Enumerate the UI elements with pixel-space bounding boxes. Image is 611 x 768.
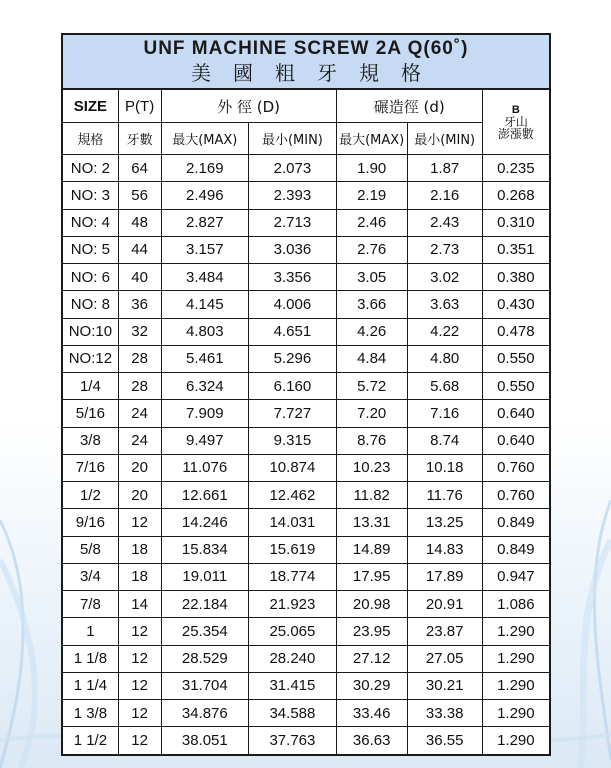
cell-outer-max: 15.834: [161, 536, 249, 563]
cell-rolling-max: 13.31: [336, 509, 407, 536]
cell-outer-max: 31.704: [161, 672, 249, 699]
cell-outer-max: 9.497: [161, 427, 249, 454]
cell-size: 3/4: [63, 563, 118, 590]
table-row: [63, 427, 549, 454]
cell-outer-max: 28.529: [161, 645, 249, 672]
cell-size: 1 3/8: [63, 700, 118, 727]
header-rolling-diameter: 碾造徑 (d): [336, 90, 482, 123]
cell-rolling-min: 33.38: [407, 700, 482, 727]
cell-pitch: 24: [118, 400, 161, 427]
cell-outer-max: 3.484: [161, 264, 249, 291]
cell-b-expansion: 0.760: [482, 454, 549, 481]
header-b-label: B: [511, 104, 520, 116]
cell-rolling-min: 11.76: [407, 482, 482, 509]
cell-pitch: 12: [118, 672, 161, 699]
cell-outer-min: 34.588: [249, 700, 337, 727]
cell-size: 5/16: [63, 400, 118, 427]
header-spec: 規格: [63, 123, 118, 155]
cell-size: 5/8: [63, 536, 118, 563]
table-row: [63, 563, 549, 590]
cell-size: 9/16: [63, 509, 118, 536]
cell-size: NO: 8: [63, 291, 118, 318]
cell-outer-max: 19.011: [161, 563, 249, 590]
cell-outer-min: 7.727: [249, 400, 337, 427]
cell-rolling-min: 8.74: [407, 427, 482, 454]
cell-pitch: 64: [118, 155, 161, 182]
cell-pitch: 20: [118, 482, 161, 509]
cell-rolling-max: 4.84: [336, 345, 407, 372]
cell-rolling-min: 14.83: [407, 536, 482, 563]
cell-b-expansion: 1.086: [482, 591, 549, 618]
table-row: [63, 236, 549, 263]
cell-rolling-max: 27.12: [336, 645, 407, 672]
cell-b-expansion: 1.290: [482, 672, 549, 699]
header-outer-max: 最大(MAX): [161, 123, 249, 155]
cell-rolling-min: 3.02: [407, 264, 482, 291]
header-teeth: 牙數: [118, 123, 161, 155]
table-row: [63, 182, 549, 209]
table-row: [63, 536, 549, 563]
cell-outer-min: 37.763: [249, 727, 337, 754]
cell-pitch: 14: [118, 591, 161, 618]
table-row: [63, 373, 549, 400]
cell-pitch: 24: [118, 427, 161, 454]
title-chinese: 美國粗牙規格: [191, 61, 443, 85]
table-row: [63, 264, 549, 291]
cell-outer-min: 10.874: [249, 454, 337, 481]
table-row: [63, 591, 549, 618]
cell-pitch: 12: [118, 700, 161, 727]
cell-outer-max: 22.184: [161, 591, 249, 618]
cell-pitch: 44: [118, 236, 161, 263]
header-row-1: [63, 90, 549, 123]
cell-pitch: 12: [118, 509, 161, 536]
table-row: [63, 454, 549, 481]
table-row: [63, 318, 549, 345]
header-pitch: P(T): [118, 90, 161, 123]
cell-rolling-max: 20.98: [336, 591, 407, 618]
cell-pitch: 32: [118, 318, 161, 345]
cell-outer-min: 6.160: [249, 373, 337, 400]
cell-size: 1 1/2: [63, 727, 118, 754]
title-block: [63, 35, 549, 90]
cell-outer-max: 7.909: [161, 400, 249, 427]
cell-b-expansion: 0.760: [482, 482, 549, 509]
cell-size: NO: 2: [63, 155, 118, 182]
table-row: [63, 400, 549, 427]
cell-b-expansion: 0.640: [482, 427, 549, 454]
cell-outer-min: 3.036: [249, 236, 337, 263]
header-b: [482, 90, 549, 155]
header-rolling-min: 最小(MIN): [407, 123, 482, 155]
cell-rolling-min: 20.91: [407, 591, 482, 618]
cell-pitch: 20: [118, 454, 161, 481]
header-outer-min: 最小(MIN): [249, 123, 337, 155]
cell-outer-min: 31.415: [249, 672, 337, 699]
cell-outer-max: 14.246: [161, 509, 249, 536]
cell-size: 3/8: [63, 427, 118, 454]
cell-rolling-min: 17.89: [407, 563, 482, 590]
spec-sheet: [61, 33, 551, 756]
cell-rolling-max: 10.23: [336, 454, 407, 481]
cell-rolling-max: 2.46: [336, 209, 407, 236]
header-row-2: [63, 123, 549, 155]
cell-rolling-min: 30.21: [407, 672, 482, 699]
cell-pitch: 48: [118, 209, 161, 236]
unf-spec-table: [63, 90, 549, 754]
cell-outer-min: 25.065: [249, 618, 337, 645]
cell-rolling-min: 36.55: [407, 727, 482, 754]
cell-pitch: 28: [118, 345, 161, 372]
cell-b-expansion: 1.290: [482, 645, 549, 672]
table-row: [63, 645, 549, 672]
cell-rolling-min: 23.87: [407, 618, 482, 645]
cell-rolling-max: 30.29: [336, 672, 407, 699]
cell-outer-min: 18.774: [249, 563, 337, 590]
cell-size: 7/16: [63, 454, 118, 481]
cell-b-expansion: 0.550: [482, 373, 549, 400]
cell-b-expansion: 0.380: [482, 264, 549, 291]
cell-outer-min: 2.073: [249, 155, 337, 182]
cell-size: NO: 5: [63, 236, 118, 263]
table-row: [63, 618, 549, 645]
cell-rolling-max: 4.26: [336, 318, 407, 345]
cell-b-expansion: 1.290: [482, 700, 549, 727]
table-row: [63, 291, 549, 318]
table-row: [63, 155, 549, 182]
cell-pitch: 36: [118, 291, 161, 318]
cell-pitch: 56: [118, 182, 161, 209]
cell-outer-max: 12.661: [161, 482, 249, 509]
cell-outer-min: 5.296: [249, 345, 337, 372]
cell-rolling-max: 11.82: [336, 482, 407, 509]
cell-rolling-min: 2.73: [407, 236, 482, 263]
table-row: [63, 509, 549, 536]
cell-size: 1 1/4: [63, 672, 118, 699]
cell-b-expansion: 1.290: [482, 727, 549, 754]
cell-rolling-max: 14.89: [336, 536, 407, 563]
cell-rolling-min: 4.80: [407, 345, 482, 372]
header-size: SIZE: [63, 90, 118, 123]
cell-rolling-max: 17.95: [336, 563, 407, 590]
cell-b-expansion: 0.268: [482, 182, 549, 209]
cell-rolling-max: 2.19: [336, 182, 407, 209]
cell-outer-min: 9.315: [249, 427, 337, 454]
cell-size: 1: [63, 618, 118, 645]
cell-b-expansion: 0.310: [482, 209, 549, 236]
cell-b-expansion: 0.430: [482, 291, 549, 318]
cell-rolling-min: 7.16: [407, 400, 482, 427]
cell-outer-min: 3.356: [249, 264, 337, 291]
cell-size: 1/2: [63, 482, 118, 509]
cell-outer-max: 2.827: [161, 209, 249, 236]
cell-rolling-min: 27.05: [407, 645, 482, 672]
cell-pitch: 12: [118, 727, 161, 754]
cell-pitch: 28: [118, 373, 161, 400]
cell-b-expansion: 0.235: [482, 155, 549, 182]
table-row: [63, 345, 549, 372]
cell-rolling-max: 3.05: [336, 264, 407, 291]
cell-size: NO: 4: [63, 209, 118, 236]
table-row: [63, 209, 549, 236]
cell-b-expansion: 0.849: [482, 536, 549, 563]
cell-rolling-max: 36.63: [336, 727, 407, 754]
header-b-thread-crest: 牙山: [503, 115, 528, 129]
cell-rolling-max: 7.20: [336, 400, 407, 427]
cell-rolling-min: 2.43: [407, 209, 482, 236]
cell-b-expansion: 0.550: [482, 345, 549, 372]
cell-rolling-min: 2.16: [407, 182, 482, 209]
cell-b-expansion: 0.478: [482, 318, 549, 345]
cell-pitch: 12: [118, 618, 161, 645]
cell-rolling-max: 3.66: [336, 291, 407, 318]
cell-outer-min: 2.393: [249, 182, 337, 209]
cell-outer-max: 4.145: [161, 291, 249, 318]
cell-size: NO:12: [63, 345, 118, 372]
cell-outer-min: 14.031: [249, 509, 337, 536]
cell-size: 1 1/8: [63, 645, 118, 672]
cell-b-expansion: 0.849: [482, 509, 549, 536]
cell-rolling-min: 3.63: [407, 291, 482, 318]
cell-outer-min: 15.619: [249, 536, 337, 563]
cell-b-expansion: 0.947: [482, 563, 549, 590]
cell-outer-max: 25.354: [161, 618, 249, 645]
cell-rolling-min: 13.25: [407, 509, 482, 536]
cell-outer-max: 2.169: [161, 155, 249, 182]
cell-b-expansion: 0.351: [482, 236, 549, 263]
cell-outer-max: 11.076: [161, 454, 249, 481]
table-row: [63, 672, 549, 699]
cell-outer-max: 34.876: [161, 700, 249, 727]
cell-outer-max: 5.461: [161, 345, 249, 372]
cell-pitch: 12: [118, 645, 161, 672]
cell-b-expansion: 0.640: [482, 400, 549, 427]
cell-outer-min: 4.006: [249, 291, 337, 318]
cell-size: 7/8: [63, 591, 118, 618]
cell-rolling-max: 2.76: [336, 236, 407, 263]
cell-outer-max: 3.157: [161, 236, 249, 263]
title-english: UNF MACHINE SCREW 2A Q(60˚): [143, 38, 469, 59]
cell-size: 1/4: [63, 373, 118, 400]
cell-rolling-max: 8.76: [336, 427, 407, 454]
cell-rolling-min: 1.87: [407, 155, 482, 182]
cell-rolling-min: 4.22: [407, 318, 482, 345]
cell-outer-max: 2.496: [161, 182, 249, 209]
cell-pitch: 18: [118, 536, 161, 563]
cell-rolling-max: 5.72: [336, 373, 407, 400]
cell-outer-max: 38.051: [161, 727, 249, 754]
cell-outer-min: 2.713: [249, 209, 337, 236]
cell-rolling-min: 5.68: [407, 373, 482, 400]
cell-pitch: 18: [118, 563, 161, 590]
cell-size: NO:10: [63, 318, 118, 345]
cell-rolling-max: 33.46: [336, 700, 407, 727]
cell-pitch: 40: [118, 264, 161, 291]
cell-b-expansion: 1.290: [482, 618, 549, 645]
cell-outer-min: 28.240: [249, 645, 337, 672]
cell-rolling-min: 10.18: [407, 454, 482, 481]
cell-outer-min: 12.462: [249, 482, 337, 509]
cell-outer-max: 6.324: [161, 373, 249, 400]
cell-size: NO: 3: [63, 182, 118, 209]
header-b-expansion: 澎漲數: [497, 127, 534, 141]
table-row: [63, 482, 549, 509]
table-row: [63, 727, 549, 754]
cell-outer-min: 4.651: [249, 318, 337, 345]
table-row: [63, 700, 549, 727]
cell-outer-min: 21.923: [249, 591, 337, 618]
cell-rolling-max: 23.95: [336, 618, 407, 645]
header-rolling-max: 最大(MAX): [336, 123, 407, 155]
cell-rolling-max: 1.90: [336, 155, 407, 182]
cell-outer-max: 4.803: [161, 318, 249, 345]
cell-size: NO: 6: [63, 264, 118, 291]
header-outer-diameter: 外 徑 (D): [161, 90, 336, 123]
